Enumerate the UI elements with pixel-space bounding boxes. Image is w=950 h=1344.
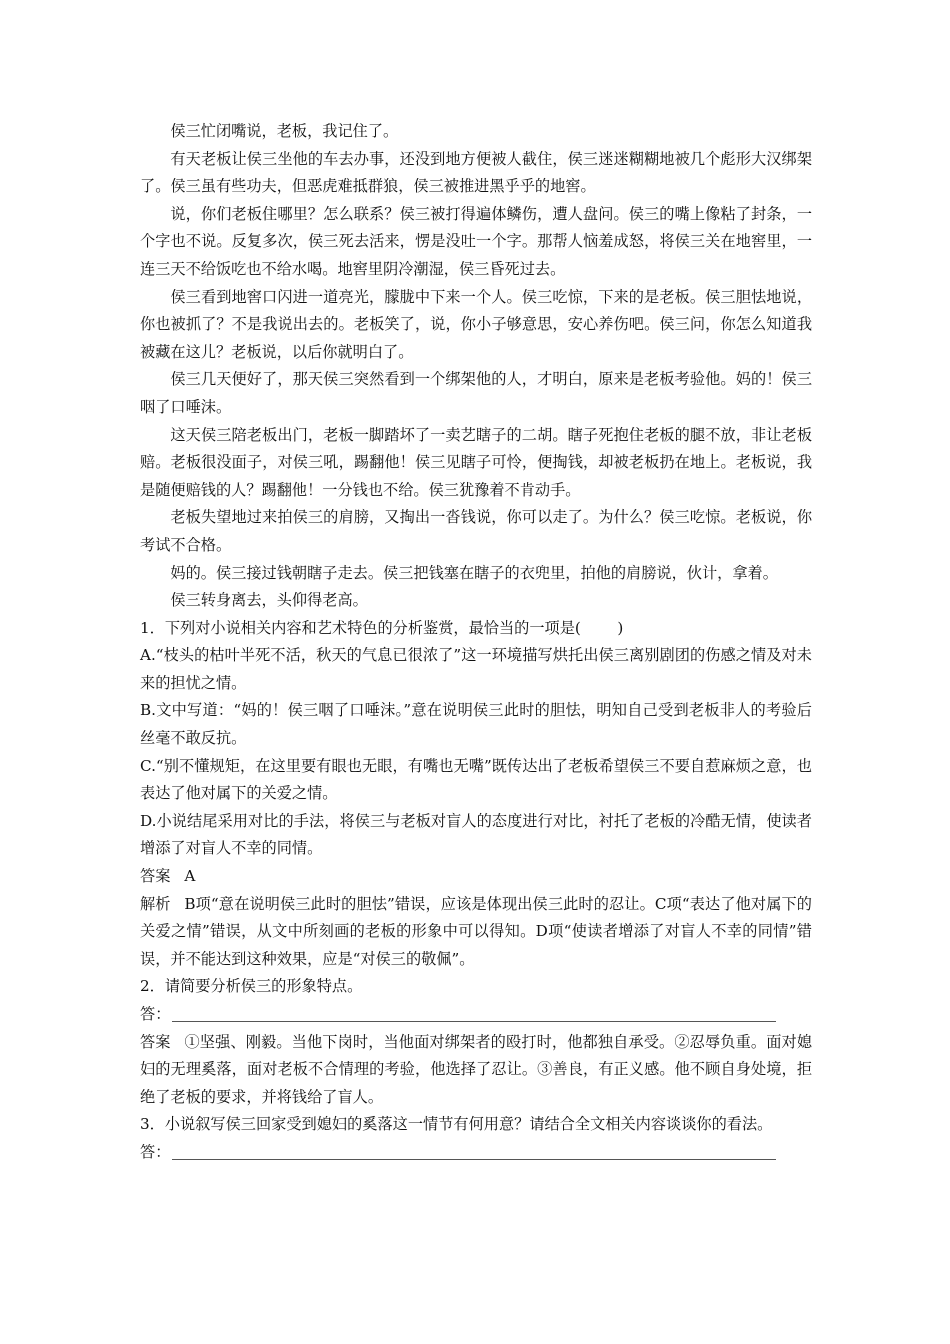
question-1-option-d: D.小说结尾采用对比的手法，将侯三与老板对盲人的态度进行对比，衬托了老板的冷酷无情，使读者增添了对盲人不幸的同情。 [140, 811, 812, 858]
question-2-stem: 2．请简要分析侯三的形象特点。 [140, 977, 363, 996]
story-paragraph-5: 侯三几天便好了，那天侯三突然看到一个绑架他的人，才明白，原来是老板考验他。妈的！侯三咽了口唾沫。 [140, 370, 812, 416]
story-paragraph-3: 说，你们老板住哪里？怎么联系？侯三被打得遍体鳞伤，遭人盘问。侯三的嘴上像粘了封条，一个字也不说。反复多次，侯三死去活来，愣是没吐一个字。那帮人恼羞成怒，将侯三关在地窖里，一连三天不给饭吃也不给水喝。地窖里阴冷潮湿，侯三昏死过去。 [140, 204, 812, 278]
question-3-answer-line[interactable] [140, 1139, 812, 1167]
answer-prompt: 答： [140, 1005, 171, 1023]
document-page [140, 118, 812, 1167]
answer-prompt: 答： [140, 1142, 171, 1161]
question-1-stem [140, 615, 812, 643]
answer-text: ①坚强、刚毅。当他下岗时，当他面对绑架者的殴打时，他都独自承受。②忍辱负重。面对媳妇的无理奚落，面对老板不合情理的考验，他选择了忍让。③善良，有正义感。他不顾自身处境，拒绝了老板的要求，并将钱给了盲人。 [140, 1032, 812, 1106]
story-paragraph-2: 有天老板让侯三坐他的车去办事，还没到地方便被人截住，侯三迷迷糊糊地被几个彪形大汉绑架了。侯三虽有些功夫，但恶虎难抵群狼，侯三被推进黑乎乎的地窖。 [140, 149, 812, 196]
story-paragraph-4: 侯三看到地窖口闪进一道亮光，朦胧中下来一个人。侯三吃惊，下来的是老板。侯三胆怯地说，你也被抓了？不是我说出去的。老板笑了，说，你小子够意思，安心养伤吧。侯三问，你怎么知道我被藏在这儿？老板说，以后你就明白了。 [140, 287, 812, 361]
question-1-stem-text: 1．下列对小说相关内容和艺术特色的分析鉴赏，最恰当的一项是( [140, 618, 581, 637]
story-paragraph-9: 侯三转身离去，头仰得老高。 [170, 591, 368, 610]
answer-underline [172, 1021, 776, 1022]
story-paragraph-8: 妈的。侯三接过钱朝瞎子走去。侯三把钱塞在瞎子的衣兜里，拍他的肩膀说，伙计，拿着。 [170, 563, 778, 582]
answer-underline [172, 1159, 776, 1160]
analysis-label: 解析 [140, 894, 171, 913]
story-paragraph-1: 侯三忙闭嘴说，老板，我记住了。 [170, 122, 399, 140]
question-2-answer-line[interactable] [140, 1001, 812, 1029]
analysis-text: B项“意在说明侯三此时的胆怯”错误，应该是体现出侯三此时的忍让。C项“表达了他对属下的关爱之情”错误，从文中所刻画的老板的形象中可以得知。D项“使读者增添了对盲人不幸的同情”错误，并不能达到这种效果，应是“对侯三的敬佩”。 [140, 894, 812, 968]
question-3-stem: 3．小说叙写侯三回家受到媳妇的奚落这一情节有何用意？请结合全文相关内容谈谈你的看法。 [140, 1115, 773, 1134]
question-1-answer [140, 863, 812, 891]
answer-label: 答案 [140, 867, 171, 886]
question-1-option-c: C.“别不懂规矩，在这里要有眼也无眼，有嘴也无嘴”既传达出了老板希望侯三不要自惹麻烦之意，也表达了他对属下的关爱之情。 [140, 756, 812, 803]
answer-value: A [184, 867, 196, 886]
story-paragraph-6: 这天侯三陪老板出门，老板一脚踏坏了一卖艺瞎子的二胡。瞎子死抱住老板的腿不放，非让老板赔。老板很没面子，对侯三吼，踢翻他！侯三见瞎子可怜，便掏钱，却被老板扔在地上。老板说，我是随便赔钱的人？踢翻他！一分钱也不给。侯三犹豫着不肯动手。 [140, 425, 812, 499]
question-1-option-a: A.“枝头的枯叶半死不活，秋天的气息已很浓了”这一环境描写烘托出侯三离别剧团的伤感之情及对未来的担忧之情。 [140, 646, 812, 692]
question-2-answer [140, 1029, 812, 1112]
question-1-stem-close: ) [617, 618, 624, 637]
question-1-option-b: B.文中写道：“妈的！侯三咽了口唾沫。”意在说明侯三此时的胆怯，明知自己受到老板非人的考验后丝毫不敢反抗。 [140, 701, 812, 748]
story-paragraph-7: 老板失望地过来拍侯三的肩膀，又掏出一沓钱说，你可以走了。为什么？侯三吃惊。老板说，你考试不合格。 [140, 508, 812, 554]
answer-label: 答案 [140, 1032, 171, 1051]
question-1-analysis [140, 891, 812, 974]
